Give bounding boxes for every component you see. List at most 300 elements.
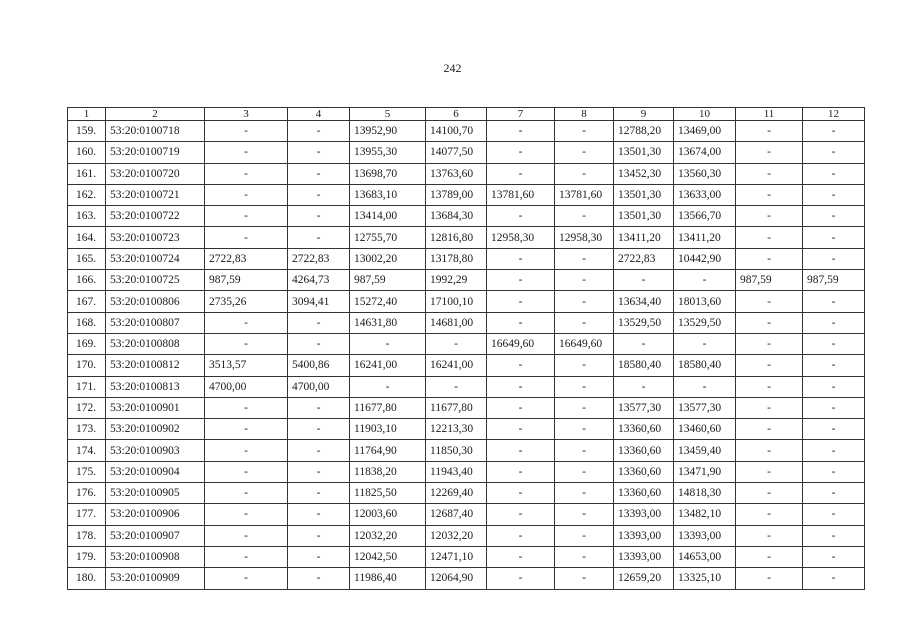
value-cell: - — [555, 355, 614, 376]
value-cell: 13393,00 — [614, 546, 674, 567]
value-cell: - — [803, 525, 865, 546]
value-cell: - — [288, 206, 350, 227]
cadastral-number-cell: 53:20:0100908 — [106, 546, 205, 567]
value-cell: - — [555, 568, 614, 589]
row-number-cell: 170. — [68, 355, 106, 376]
value-cell: - — [803, 483, 865, 504]
value-cell: - — [803, 206, 865, 227]
value-cell: 14681,00 — [426, 312, 487, 333]
value-cell: - — [555, 206, 614, 227]
column-header-2: 2 — [106, 108, 205, 121]
cadastral-number-cell: 53:20:0100806 — [106, 291, 205, 312]
value-cell: 987,59 — [736, 270, 803, 291]
value-cell: 12064,90 — [426, 568, 487, 589]
value-cell: 13459,40 — [674, 440, 736, 461]
value-cell: 12042,50 — [350, 546, 426, 567]
value-cell: 18580,40 — [614, 355, 674, 376]
value-cell: - — [555, 312, 614, 333]
value-cell: - — [555, 525, 614, 546]
value-cell: 12958,30 — [555, 227, 614, 248]
table-row — [68, 312, 865, 333]
row-number-cell: 164. — [68, 227, 106, 248]
value-cell: - — [205, 419, 288, 440]
table-header — [68, 108, 865, 121]
value-cell: - — [487, 206, 555, 227]
table-row — [68, 504, 865, 525]
value-cell: - — [205, 525, 288, 546]
value-cell: 2722,83 — [205, 248, 288, 269]
value-cell: 12958,30 — [487, 227, 555, 248]
value-cell: - — [614, 333, 674, 354]
cadastral-number-cell: 53:20:0100903 — [106, 440, 205, 461]
value-cell: - — [736, 504, 803, 525]
row-number-cell: 177. — [68, 504, 106, 525]
row-number-cell: 166. — [68, 270, 106, 291]
value-cell: - — [803, 397, 865, 418]
row-number-cell: 171. — [68, 376, 106, 397]
value-cell: 13634,40 — [614, 291, 674, 312]
value-cell: - — [555, 546, 614, 567]
value-cell: 11677,80 — [426, 397, 487, 418]
value-cell: - — [803, 121, 865, 142]
value-cell: - — [736, 461, 803, 482]
cadastral-number-cell: 53:20:0100901 — [106, 397, 205, 418]
value-cell: - — [487, 355, 555, 376]
value-cell: - — [487, 270, 555, 291]
value-cell: - — [803, 291, 865, 312]
value-cell: - — [555, 291, 614, 312]
row-number-cell: 168. — [68, 312, 106, 333]
cadastral-number-cell: 53:20:0100718 — [106, 121, 205, 142]
table-row — [68, 568, 865, 589]
value-cell: 11825,50 — [350, 483, 426, 504]
value-cell: 14653,00 — [674, 546, 736, 567]
value-cell: - — [205, 227, 288, 248]
value-cell: 12032,20 — [426, 525, 487, 546]
cadastral-number-cell: 53:20:0100907 — [106, 525, 205, 546]
value-cell: - — [350, 333, 426, 354]
value-cell: 11903,10 — [350, 419, 426, 440]
value-cell: - — [736, 142, 803, 163]
value-cell: - — [205, 461, 288, 482]
value-cell: 13178,80 — [426, 248, 487, 269]
row-number-cell: 167. — [68, 291, 106, 312]
value-cell: 13683,10 — [350, 184, 426, 205]
value-cell: - — [288, 333, 350, 354]
table-row — [68, 525, 865, 546]
value-cell: - — [555, 163, 614, 184]
value-cell: - — [736, 184, 803, 205]
value-cell: 18580,40 — [674, 355, 736, 376]
value-cell: - — [288, 504, 350, 525]
value-cell: 13360,60 — [614, 461, 674, 482]
value-cell: 13460,60 — [674, 419, 736, 440]
value-cell: 14631,80 — [350, 312, 426, 333]
cadastral-number-cell: 53:20:0100719 — [106, 142, 205, 163]
value-cell: 11764,90 — [350, 440, 426, 461]
value-cell: - — [736, 206, 803, 227]
value-cell: - — [487, 419, 555, 440]
value-cell: - — [803, 419, 865, 440]
row-number-cell: 163. — [68, 206, 106, 227]
value-cell: - — [288, 546, 350, 567]
value-cell: - — [736, 291, 803, 312]
value-cell: 13411,20 — [674, 227, 736, 248]
value-cell: - — [426, 333, 487, 354]
value-cell: 11850,30 — [426, 440, 487, 461]
table-row — [68, 142, 865, 163]
value-cell: - — [736, 355, 803, 376]
value-cell: 4700,00 — [205, 376, 288, 397]
value-cell: - — [487, 461, 555, 482]
value-cell: - — [736, 525, 803, 546]
value-cell: - — [803, 312, 865, 333]
row-number-cell: 180. — [68, 568, 106, 589]
page-number: 242 — [443, 61, 462, 75]
value-cell: 13566,70 — [674, 206, 736, 227]
column-header-5: 5 — [350, 108, 426, 121]
value-cell: - — [288, 525, 350, 546]
value-cell: 13529,50 — [674, 312, 736, 333]
value-cell: 12659,20 — [614, 568, 674, 589]
table-row — [68, 440, 865, 461]
value-cell: - — [487, 483, 555, 504]
value-cell: 4264,73 — [288, 270, 350, 291]
value-cell: - — [288, 312, 350, 333]
cadastral-number-cell: 53:20:0100722 — [106, 206, 205, 227]
value-cell: - — [674, 333, 736, 354]
row-number-cell: 175. — [68, 461, 106, 482]
table-row — [68, 461, 865, 482]
value-cell: 4700,00 — [288, 376, 350, 397]
column-header-11: 11 — [736, 108, 803, 121]
value-cell: 13393,00 — [674, 525, 736, 546]
value-cell: - — [487, 525, 555, 546]
value-cell: - — [555, 248, 614, 269]
value-cell: 13411,20 — [614, 227, 674, 248]
value-cell: 13360,60 — [614, 483, 674, 504]
value-cell: - — [736, 121, 803, 142]
value-cell: 13789,00 — [426, 184, 487, 205]
value-cell: - — [736, 248, 803, 269]
value-cell: - — [736, 376, 803, 397]
value-cell: - — [736, 419, 803, 440]
row-number-cell: 174. — [68, 440, 106, 461]
table-row — [68, 546, 865, 567]
value-cell: - — [487, 142, 555, 163]
value-cell: 1992,29 — [426, 270, 487, 291]
value-cell: - — [803, 333, 865, 354]
value-cell: 16649,60 — [487, 333, 555, 354]
value-cell: - — [803, 461, 865, 482]
value-cell: - — [288, 483, 350, 504]
value-cell: - — [803, 504, 865, 525]
row-number-cell: 160. — [68, 142, 106, 163]
value-cell: - — [555, 504, 614, 525]
cadastral-number-cell: 53:20:0100720 — [106, 163, 205, 184]
value-cell: - — [288, 142, 350, 163]
value-cell: - — [803, 227, 865, 248]
table-row — [68, 355, 865, 376]
value-cell: 12687,40 — [426, 504, 487, 525]
value-cell: 12471,10 — [426, 546, 487, 567]
value-cell: 13577,30 — [614, 397, 674, 418]
value-cell: - — [736, 227, 803, 248]
value-cell: - — [288, 227, 350, 248]
value-cell: - — [674, 376, 736, 397]
cadastral-number-cell: 53:20:0100725 — [106, 270, 205, 291]
row-number-cell: 178. — [68, 525, 106, 546]
table-row — [68, 397, 865, 418]
value-cell: - — [205, 397, 288, 418]
value-cell: - — [288, 121, 350, 142]
table-body — [68, 121, 865, 590]
value-cell: - — [487, 163, 555, 184]
value-cell: 16241,00 — [426, 355, 487, 376]
column-header-4: 4 — [288, 108, 350, 121]
value-cell: 13955,30 — [350, 142, 426, 163]
value-cell: 11943,40 — [426, 461, 487, 482]
value-cell: 987,59 — [205, 270, 288, 291]
table-row — [68, 333, 865, 354]
row-number-cell: 161. — [68, 163, 106, 184]
value-cell: 13529,50 — [614, 312, 674, 333]
value-cell: 12816,80 — [426, 227, 487, 248]
value-cell: 11677,80 — [350, 397, 426, 418]
value-cell: 13560,30 — [674, 163, 736, 184]
value-cell: - — [205, 142, 288, 163]
column-header-10: 10 — [674, 108, 736, 121]
value-cell: 13393,00 — [614, 525, 674, 546]
table-row — [68, 248, 865, 269]
value-cell: - — [205, 546, 288, 567]
value-cell: 13360,60 — [614, 419, 674, 440]
value-cell: 13674,00 — [674, 142, 736, 163]
value-cell: 13325,10 — [674, 568, 736, 589]
value-cell: - — [205, 483, 288, 504]
value-cell: - — [736, 397, 803, 418]
cadastral-number-cell: 53:20:0100812 — [106, 355, 205, 376]
value-cell: - — [487, 397, 555, 418]
value-cell: - — [555, 461, 614, 482]
value-cell: - — [803, 248, 865, 269]
value-cell: 13414,00 — [350, 206, 426, 227]
cadastral-number-cell: 53:20:0100902 — [106, 419, 205, 440]
value-cell: - — [288, 397, 350, 418]
value-cell: 13698,70 — [350, 163, 426, 184]
value-cell: - — [205, 206, 288, 227]
value-cell: 16649,60 — [555, 333, 614, 354]
value-cell: 12269,40 — [426, 483, 487, 504]
value-cell: 13482,10 — [674, 504, 736, 525]
value-cell: 10442,90 — [674, 248, 736, 269]
header-row — [68, 108, 865, 121]
value-cell: 12213,30 — [426, 419, 487, 440]
value-cell: - — [803, 546, 865, 567]
value-cell: - — [288, 184, 350, 205]
row-number-cell: 173. — [68, 419, 106, 440]
cadastral-number-cell: 53:20:0100723 — [106, 227, 205, 248]
row-number-cell: 179. — [68, 546, 106, 567]
value-cell: - — [205, 333, 288, 354]
table-row — [68, 483, 865, 504]
value-cell: 14077,50 — [426, 142, 487, 163]
row-number-cell: 176. — [68, 483, 106, 504]
value-cell: - — [736, 163, 803, 184]
value-cell: 13501,30 — [614, 184, 674, 205]
value-cell: - — [205, 504, 288, 525]
value-cell: - — [487, 121, 555, 142]
value-cell: - — [803, 568, 865, 589]
table-row — [68, 184, 865, 205]
cadastral-number-cell: 53:20:0100724 — [106, 248, 205, 269]
cadastral-number-cell: 53:20:0100904 — [106, 461, 205, 482]
cadastral-number-cell: 53:20:0100813 — [106, 376, 205, 397]
value-cell: 13452,30 — [614, 163, 674, 184]
value-cell: 13633,00 — [674, 184, 736, 205]
value-cell: 2722,83 — [288, 248, 350, 269]
value-cell: - — [803, 142, 865, 163]
value-cell: - — [487, 312, 555, 333]
value-cell: 13002,20 — [350, 248, 426, 269]
value-cell: 12003,60 — [350, 504, 426, 525]
value-cell: - — [555, 483, 614, 504]
value-cell: - — [487, 291, 555, 312]
value-cell: 16241,00 — [350, 355, 426, 376]
value-cell: - — [205, 440, 288, 461]
value-cell: 987,59 — [350, 270, 426, 291]
value-cell: - — [288, 419, 350, 440]
value-cell: - — [555, 270, 614, 291]
value-cell: - — [426, 376, 487, 397]
value-cell: - — [614, 270, 674, 291]
value-cell: 13393,00 — [614, 504, 674, 525]
value-cell: - — [288, 440, 350, 461]
row-number-cell: 169. — [68, 333, 106, 354]
value-cell: 2735,26 — [205, 291, 288, 312]
value-cell: - — [803, 376, 865, 397]
value-cell: 3094,41 — [288, 291, 350, 312]
value-cell: - — [736, 483, 803, 504]
value-cell: - — [614, 376, 674, 397]
value-cell: - — [736, 312, 803, 333]
value-cell: 13469,00 — [674, 121, 736, 142]
value-cell: - — [288, 163, 350, 184]
value-cell: 15272,40 — [350, 291, 426, 312]
column-header-9: 9 — [614, 108, 674, 121]
table-row — [68, 376, 865, 397]
value-cell: 13952,90 — [350, 121, 426, 142]
value-cell: - — [803, 440, 865, 461]
table-row — [68, 206, 865, 227]
value-cell: - — [803, 355, 865, 376]
cadastral-number-cell: 53:20:0100721 — [106, 184, 205, 205]
value-cell: - — [555, 419, 614, 440]
value-cell: - — [555, 376, 614, 397]
value-cell: 14818,30 — [674, 483, 736, 504]
value-cell: 13471,90 — [674, 461, 736, 482]
value-cell: 5400,86 — [288, 355, 350, 376]
value-cell: 13577,30 — [674, 397, 736, 418]
value-cell: 13501,30 — [614, 142, 674, 163]
value-cell: - — [736, 546, 803, 567]
value-cell: 14100,70 — [426, 121, 487, 142]
value-cell: 17100,10 — [426, 291, 487, 312]
value-cell: 12755,70 — [350, 227, 426, 248]
row-number-cell: 165. — [68, 248, 106, 269]
value-cell: 13763,60 — [426, 163, 487, 184]
cadastral-number-cell: 53:20:0100808 — [106, 333, 205, 354]
value-cell: - — [288, 568, 350, 589]
value-cell: - — [803, 184, 865, 205]
value-cell: - — [487, 376, 555, 397]
value-cell: 11838,20 — [350, 461, 426, 482]
value-cell: - — [487, 568, 555, 589]
value-cell: - — [736, 333, 803, 354]
column-header-12: 12 — [803, 108, 865, 121]
value-cell: - — [555, 121, 614, 142]
value-cell: - — [205, 568, 288, 589]
cadastral-number-cell: 53:20:0100909 — [106, 568, 205, 589]
column-header-8: 8 — [555, 108, 614, 121]
cadastral-number-cell: 53:20:0100905 — [106, 483, 205, 504]
value-cell: - — [205, 184, 288, 205]
value-cell: - — [205, 312, 288, 333]
value-cell: - — [350, 376, 426, 397]
value-cell: 987,59 — [803, 270, 865, 291]
value-cell: 12788,20 — [614, 121, 674, 142]
value-cell: - — [487, 440, 555, 461]
value-cell: 13684,30 — [426, 206, 487, 227]
table-row — [68, 163, 865, 184]
table-row — [68, 227, 865, 248]
table-row — [68, 419, 865, 440]
cadastral-number-cell: 53:20:0100807 — [106, 312, 205, 333]
value-cell: - — [487, 248, 555, 269]
value-cell: - — [555, 440, 614, 461]
value-cell: - — [487, 504, 555, 525]
value-cell: 3513,57 — [205, 355, 288, 376]
column-header-7: 7 — [487, 108, 555, 121]
value-cell: 12032,20 — [350, 525, 426, 546]
column-header-1: 1 — [68, 108, 106, 121]
value-cell: - — [487, 546, 555, 567]
table-row — [68, 121, 865, 142]
table-row — [68, 291, 865, 312]
row-number-cell: 159. — [68, 121, 106, 142]
column-header-6: 6 — [426, 108, 487, 121]
value-cell: - — [674, 270, 736, 291]
value-cell: 13781,60 — [487, 184, 555, 205]
value-cell: - — [205, 163, 288, 184]
value-cell: - — [205, 121, 288, 142]
value-cell: - — [288, 461, 350, 482]
value-cell: - — [736, 440, 803, 461]
value-cell: 18013,60 — [674, 291, 736, 312]
value-cell: - — [736, 568, 803, 589]
value-cell: - — [803, 163, 865, 184]
value-cell: 13781,60 — [555, 184, 614, 205]
value-cell: - — [555, 397, 614, 418]
cadastral-number-cell: 53:20:0100906 — [106, 504, 205, 525]
value-cell: 11986,40 — [350, 568, 426, 589]
value-cell: - — [555, 142, 614, 163]
row-number-cell: 172. — [68, 397, 106, 418]
value-cell: 2722,83 — [614, 248, 674, 269]
value-cell: 13501,30 — [614, 206, 674, 227]
table-row — [68, 270, 865, 291]
cadastral-value-table — [67, 107, 865, 590]
